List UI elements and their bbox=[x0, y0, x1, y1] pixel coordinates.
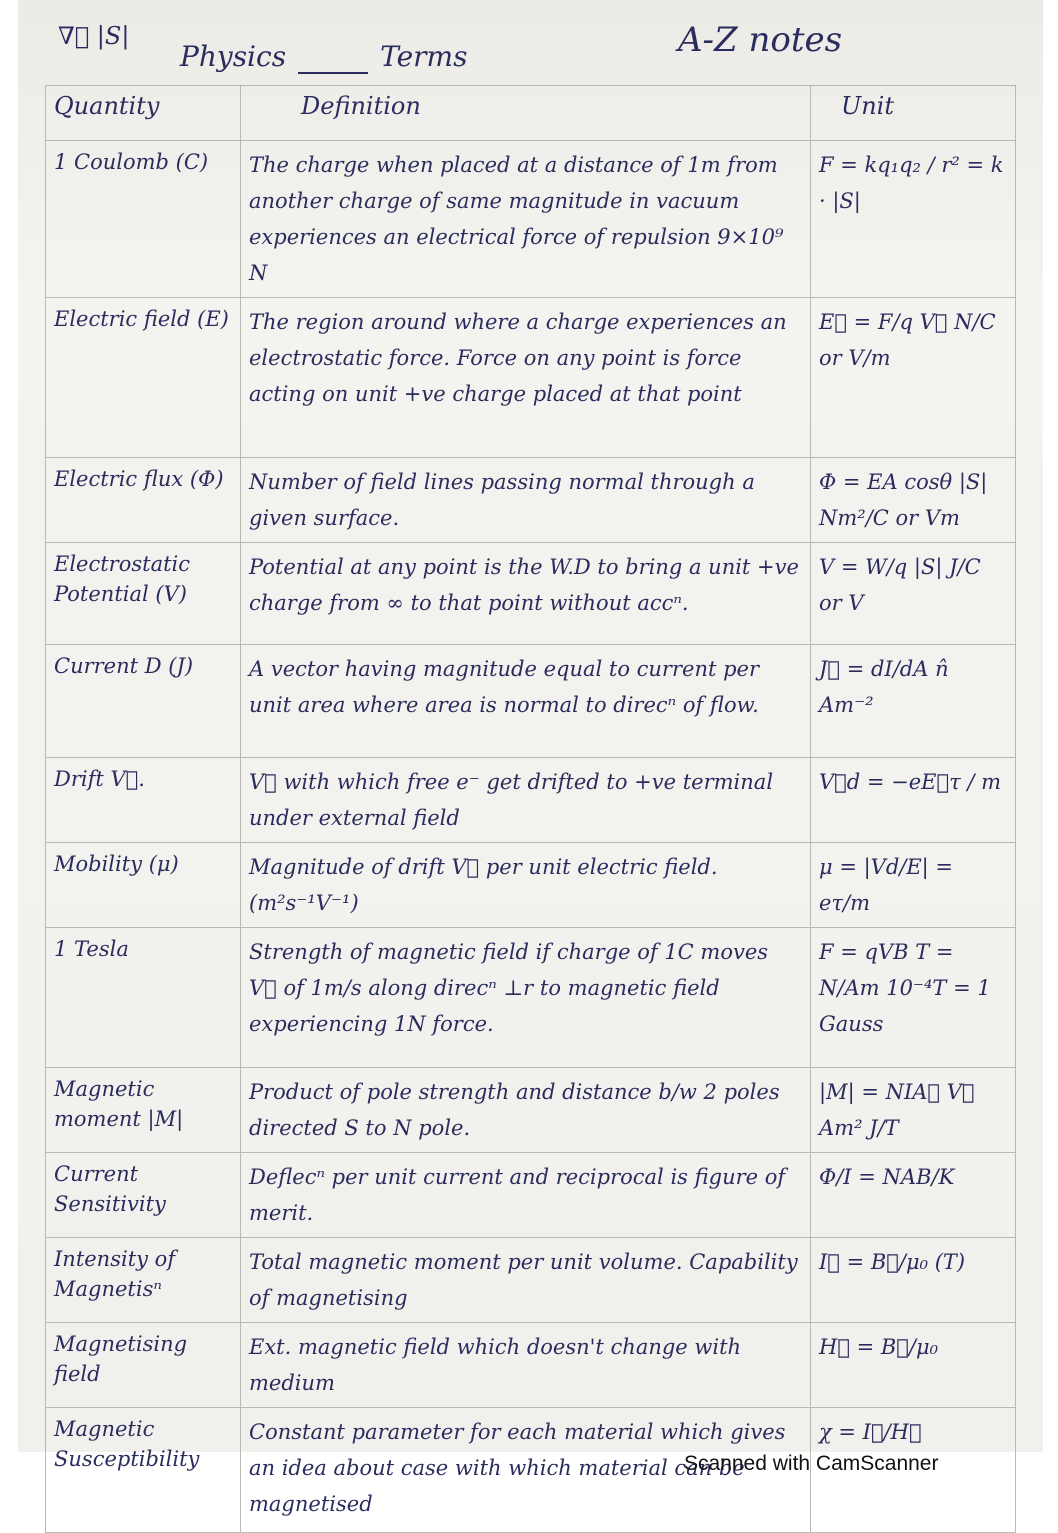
cell-definition: The region around where a charge experiences an electrostatic force. Force on any point is force acting on unit +ve charge placed at that point bbox=[241, 298, 811, 458]
cell-definition: Product of pole strength and distance b/w 2 poles directed S to N pole. bbox=[241, 1068, 811, 1153]
cell-definition: Potential at any point is the W.D to bring a unit +ve charge from ∞ to that point without accⁿ. bbox=[241, 543, 811, 645]
cell-unit: μ = |Vd/E| = eτ/m bbox=[811, 843, 1016, 928]
table-row bbox=[46, 1068, 1016, 1153]
cell-unit: F = kq₁q₂ / r² = k · |S| bbox=[811, 141, 1016, 298]
cell-definition: A vector having magnitude equal to current per unit area where area is normal to direcⁿ of flow. bbox=[241, 645, 811, 758]
table-row bbox=[46, 1153, 1016, 1238]
cell-quantity: Current Sensitivity bbox=[46, 1153, 241, 1238]
cell-quantity: Electric flux (Φ) bbox=[46, 458, 241, 543]
scanner-watermark: Scanned with CamScanner bbox=[684, 1452, 939, 1475]
cell-unit: Φ/I = NAB/K bbox=[811, 1153, 1016, 1238]
cell-unit: E⃗ = F/q V⃗ N/C or V/m bbox=[811, 298, 1016, 458]
column-header-unit: Unit bbox=[811, 86, 1016, 141]
cell-quantity: 1 Coulomb (C) bbox=[46, 141, 241, 298]
cell-definition: Constant parameter for each material which gives an idea about case with which material can be magnetised bbox=[241, 1408, 811, 1533]
cell-definition: Deflecⁿ per unit current and reciprocal is figure of merit. bbox=[241, 1153, 811, 1238]
cell-quantity: Intensity of Magnetisⁿ bbox=[46, 1238, 241, 1323]
cell-quantity: Magnetic moment |M| bbox=[46, 1068, 241, 1153]
cell-unit: χ = I⃗/H⃗ bbox=[811, 1408, 1016, 1533]
cell-quantity: Current D (J) bbox=[46, 645, 241, 758]
title-right: Terms bbox=[380, 40, 468, 73]
cell-definition: Magnitude of drift V⃗ per unit electric field. (m²s⁻¹V⁻¹) bbox=[241, 843, 811, 928]
cell-unit: V⃗d = −eE⃗τ / m bbox=[811, 758, 1016, 843]
table-row bbox=[46, 141, 1016, 298]
cell-unit: I⃗ = B⃗/μ₀ (T) bbox=[811, 1238, 1016, 1323]
table-row bbox=[46, 1238, 1016, 1323]
cell-definition: Total magnetic moment per unit volume. Capability of magnetising bbox=[241, 1238, 811, 1323]
cell-unit: F = qVB T = N/Am 10⁻⁴T = 1 Gauss bbox=[811, 928, 1016, 1068]
column-header-definition: Definition bbox=[241, 86, 811, 141]
table-row bbox=[46, 928, 1016, 1068]
cell-quantity: Electrostatic Potential (V) bbox=[46, 543, 241, 645]
cell-unit: H⃗ = B⃗/μ₀ bbox=[811, 1323, 1016, 1408]
table-header-row bbox=[46, 86, 1016, 141]
cell-definition: The charge when placed at a distance of 1m from another charge of same magnitude in vacuum experiences an electrical force of repulsion 9×10⁹ N bbox=[241, 141, 811, 298]
cell-unit: V = W/q |S| J/C or V bbox=[811, 543, 1016, 645]
table-row bbox=[46, 298, 1016, 458]
cell-definition: Strength of magnetic field if charge of 1C moves V⃗ of 1m/s along direcⁿ ⊥r to magnetic field experiencing 1N force. bbox=[241, 928, 811, 1068]
cell-definition: V⃗ with which free e⁻ get drifted to +ve terminal under external field bbox=[241, 758, 811, 843]
table-row bbox=[46, 645, 1016, 758]
definitions-table bbox=[45, 85, 1016, 1533]
cell-quantity: Electric field (E) bbox=[46, 298, 241, 458]
column-header-quantity: Quantity bbox=[46, 86, 241, 141]
table-row bbox=[46, 458, 1016, 543]
cell-unit: |M| = NIA⃗ V⃗ Am² J/T bbox=[811, 1068, 1016, 1153]
cell-quantity: Mobility (μ) bbox=[46, 843, 241, 928]
title-left: Physics bbox=[180, 40, 287, 73]
arrow-icon bbox=[298, 72, 368, 74]
cell-quantity: 1 Tesla bbox=[46, 928, 241, 1068]
cell-definition: Number of field lines passing normal through a given surface. bbox=[241, 458, 811, 543]
cell-quantity: Magnetising field bbox=[46, 1323, 241, 1408]
table-row bbox=[46, 543, 1016, 645]
table-row bbox=[46, 1323, 1016, 1408]
cell-unit: Φ = EA cosθ |S| Nm²/C or Vm bbox=[811, 458, 1016, 543]
title-note: A-Z notes bbox=[678, 20, 843, 60]
corner-note: ∇⃗ |S| bbox=[58, 22, 130, 50]
cell-definition: Ext. magnetic field which doesn't change with medium bbox=[241, 1323, 811, 1408]
cell-unit: J⃗ = dI/dA n̂ Am⁻² bbox=[811, 645, 1016, 758]
cell-quantity: Drift V⃗. bbox=[46, 758, 241, 843]
table-row bbox=[46, 758, 1016, 843]
cell-quantity: Magnetic Susceptibility bbox=[46, 1408, 241, 1533]
page-title bbox=[180, 40, 467, 73]
table-row bbox=[46, 843, 1016, 928]
